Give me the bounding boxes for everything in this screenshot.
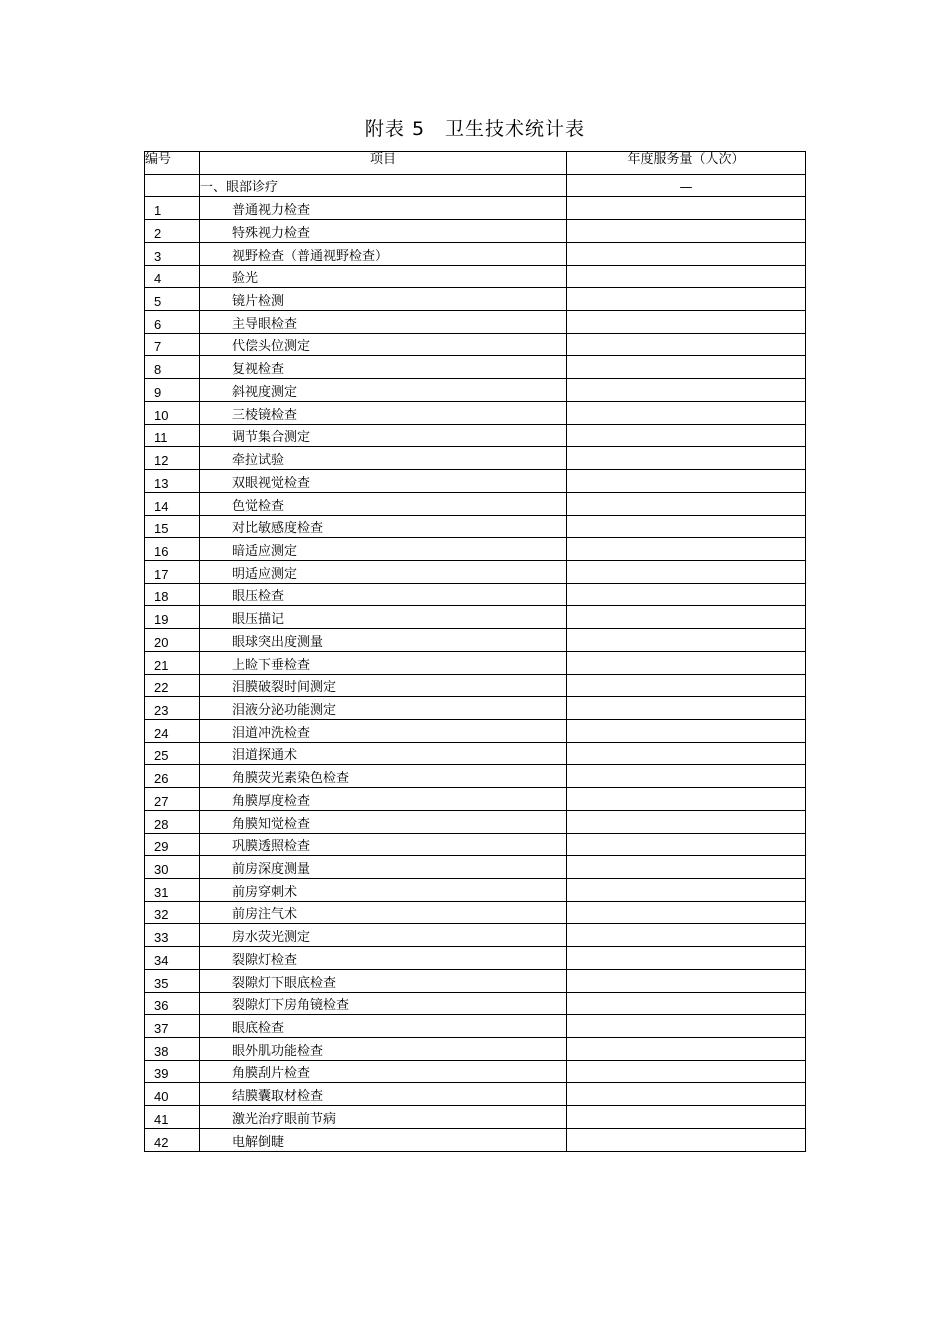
row-annual-volume bbox=[567, 447, 806, 470]
table-row bbox=[145, 924, 806, 947]
table-row bbox=[145, 538, 806, 561]
row-item: 激光治疗眼前节病 bbox=[200, 1106, 567, 1129]
row-item: 眼压描记 bbox=[200, 606, 567, 629]
table-row bbox=[145, 856, 806, 879]
table-row bbox=[145, 560, 806, 583]
row-number: 33 bbox=[145, 924, 200, 947]
row-annual-volume bbox=[567, 492, 806, 515]
row-number: 21 bbox=[145, 651, 200, 674]
table-row bbox=[145, 424, 806, 447]
table-row bbox=[145, 220, 806, 243]
row-number: 20 bbox=[145, 629, 200, 652]
table-row bbox=[145, 265, 806, 288]
row-annual-volume bbox=[567, 288, 806, 311]
row-item: 眼压检查 bbox=[200, 583, 567, 606]
row-item: 房水荧光测定 bbox=[200, 924, 567, 947]
row-number: 31 bbox=[145, 879, 200, 902]
table-body bbox=[145, 152, 806, 1152]
row-item: 明适应测定 bbox=[200, 560, 567, 583]
row-annual-volume bbox=[567, 901, 806, 924]
row-number: 6 bbox=[145, 311, 200, 334]
row-item: 眼底检查 bbox=[200, 1015, 567, 1038]
row-annual-volume bbox=[567, 629, 806, 652]
row-annual-volume bbox=[567, 788, 806, 811]
row-annual-volume bbox=[567, 879, 806, 902]
table-header-row bbox=[145, 152, 806, 175]
row-item: 双眼视觉检查 bbox=[200, 470, 567, 493]
row-number: 13 bbox=[145, 470, 200, 493]
row-annual-volume bbox=[567, 765, 806, 788]
row-annual-volume bbox=[567, 333, 806, 356]
table-row bbox=[145, 583, 806, 606]
row-item: 对比敏感度检查 bbox=[200, 515, 567, 538]
row-annual-volume bbox=[567, 833, 806, 856]
table-row bbox=[145, 606, 806, 629]
row-item: 泪道探通术 bbox=[200, 742, 567, 765]
table-row bbox=[145, 765, 806, 788]
row-annual-volume bbox=[567, 947, 806, 970]
table-row bbox=[145, 879, 806, 902]
table-row bbox=[145, 1015, 806, 1038]
table-row bbox=[145, 992, 806, 1015]
row-number: 8 bbox=[145, 356, 200, 379]
section-number-cell bbox=[145, 174, 200, 197]
table-row bbox=[145, 629, 806, 652]
row-number: 39 bbox=[145, 1060, 200, 1083]
row-number: 36 bbox=[145, 992, 200, 1015]
table-row bbox=[145, 470, 806, 493]
row-number: 15 bbox=[145, 515, 200, 538]
table-row bbox=[145, 288, 806, 311]
table-row bbox=[145, 697, 806, 720]
row-annual-volume bbox=[567, 242, 806, 265]
row-item: 角膜刮片检查 bbox=[200, 1060, 567, 1083]
header-number: 编号 bbox=[145, 152, 200, 175]
row-annual-volume bbox=[567, 379, 806, 402]
row-number: 5 bbox=[145, 288, 200, 311]
table-row bbox=[145, 901, 806, 924]
row-annual-volume bbox=[567, 606, 806, 629]
row-number: 26 bbox=[145, 765, 200, 788]
row-number: 10 bbox=[145, 401, 200, 424]
row-number: 9 bbox=[145, 379, 200, 402]
row-annual-volume bbox=[567, 856, 806, 879]
row-item: 色觉检查 bbox=[200, 492, 567, 515]
row-number: 19 bbox=[145, 606, 200, 629]
table-row bbox=[145, 742, 806, 765]
row-number: 27 bbox=[145, 788, 200, 811]
row-number: 37 bbox=[145, 1015, 200, 1038]
row-annual-volume bbox=[567, 197, 806, 220]
row-annual-volume bbox=[567, 697, 806, 720]
row-annual-volume bbox=[567, 560, 806, 583]
table-row bbox=[145, 492, 806, 515]
row-number: 1 bbox=[145, 197, 200, 220]
row-item: 裂隙灯下眼底检查 bbox=[200, 969, 567, 992]
row-item: 视野检查（普通视野检查） bbox=[200, 242, 567, 265]
table-row bbox=[145, 651, 806, 674]
row-item: 角膜厚度检查 bbox=[200, 788, 567, 811]
row-item: 三棱镜检查 bbox=[200, 401, 567, 424]
row-number: 18 bbox=[145, 583, 200, 606]
row-annual-volume bbox=[567, 1083, 806, 1106]
row-annual-volume bbox=[567, 401, 806, 424]
row-annual-volume bbox=[567, 356, 806, 379]
row-item: 泪液分泌功能测定 bbox=[200, 697, 567, 720]
row-number: 32 bbox=[145, 901, 200, 924]
row-item: 暗适应测定 bbox=[200, 538, 567, 561]
row-item: 前房深度测量 bbox=[200, 856, 567, 879]
row-annual-volume bbox=[567, 1038, 806, 1061]
row-number: 14 bbox=[145, 492, 200, 515]
row-annual-volume bbox=[567, 810, 806, 833]
row-item: 普通视力检查 bbox=[200, 197, 567, 220]
row-item: 电解倒睫 bbox=[200, 1128, 567, 1151]
row-item: 镜片检测 bbox=[200, 288, 567, 311]
table-row bbox=[145, 1038, 806, 1061]
row-annual-volume bbox=[567, 1060, 806, 1083]
row-annual-volume bbox=[567, 583, 806, 606]
row-item: 前房注气术 bbox=[200, 901, 567, 924]
table-row bbox=[145, 833, 806, 856]
row-number: 7 bbox=[145, 333, 200, 356]
table-row bbox=[145, 1060, 806, 1083]
row-item: 结膜囊取材检查 bbox=[200, 1083, 567, 1106]
row-number: 3 bbox=[145, 242, 200, 265]
row-annual-volume bbox=[567, 924, 806, 947]
row-item: 调节集合测定 bbox=[200, 424, 567, 447]
row-number: 42 bbox=[145, 1128, 200, 1151]
row-number: 2 bbox=[145, 220, 200, 243]
table-row bbox=[145, 447, 806, 470]
table-row bbox=[145, 379, 806, 402]
row-item: 代偿头位测定 bbox=[200, 333, 567, 356]
row-number: 41 bbox=[145, 1106, 200, 1129]
table-row bbox=[145, 242, 806, 265]
row-number: 29 bbox=[145, 833, 200, 856]
row-item: 牵拉试验 bbox=[200, 447, 567, 470]
row-annual-volume bbox=[567, 538, 806, 561]
row-number: 23 bbox=[145, 697, 200, 720]
row-item: 角膜知觉检查 bbox=[200, 810, 567, 833]
row-annual-volume bbox=[567, 719, 806, 742]
row-annual-volume bbox=[567, 1128, 806, 1151]
row-number: 28 bbox=[145, 810, 200, 833]
row-item: 眼球突出度测量 bbox=[200, 629, 567, 652]
row-annual-volume bbox=[567, 674, 806, 697]
row-number: 17 bbox=[145, 560, 200, 583]
table-row bbox=[145, 674, 806, 697]
row-annual-volume bbox=[567, 424, 806, 447]
row-item: 裂隙灯检查 bbox=[200, 947, 567, 970]
row-number: 25 bbox=[145, 742, 200, 765]
table-row bbox=[145, 311, 806, 334]
row-item: 泪道冲洗检查 bbox=[200, 719, 567, 742]
row-annual-volume bbox=[567, 515, 806, 538]
row-annual-volume bbox=[567, 969, 806, 992]
statistics-table bbox=[144, 151, 806, 1152]
row-item: 验光 bbox=[200, 265, 567, 288]
row-annual-volume bbox=[567, 651, 806, 674]
table-row bbox=[145, 1106, 806, 1129]
row-item: 眼外肌功能检查 bbox=[200, 1038, 567, 1061]
section-label: 一、眼部诊疗 bbox=[200, 174, 567, 197]
row-item: 角膜荧光素染色检查 bbox=[200, 765, 567, 788]
table-row bbox=[145, 719, 806, 742]
row-annual-volume bbox=[567, 1106, 806, 1129]
row-annual-volume bbox=[567, 220, 806, 243]
row-annual-volume bbox=[567, 311, 806, 334]
table-row bbox=[145, 947, 806, 970]
row-annual-volume bbox=[567, 265, 806, 288]
row-number: 4 bbox=[145, 265, 200, 288]
row-number: 16 bbox=[145, 538, 200, 561]
row-item: 巩膜透照检查 bbox=[200, 833, 567, 856]
row-item: 特殊视力检查 bbox=[200, 220, 567, 243]
section-volume: — bbox=[567, 174, 806, 197]
row-item: 主导眼检查 bbox=[200, 311, 567, 334]
table-row bbox=[145, 515, 806, 538]
table-row bbox=[145, 1128, 806, 1151]
row-number: 40 bbox=[145, 1083, 200, 1106]
row-number: 24 bbox=[145, 719, 200, 742]
row-item: 裂隙灯下房角镜检查 bbox=[200, 992, 567, 1015]
section-row bbox=[145, 174, 806, 197]
table-row bbox=[145, 810, 806, 833]
row-annual-volume bbox=[567, 470, 806, 493]
row-item: 泪膜破裂时间测定 bbox=[200, 674, 567, 697]
row-item: 上睑下垂检查 bbox=[200, 651, 567, 674]
table-row bbox=[145, 788, 806, 811]
row-number: 35 bbox=[145, 969, 200, 992]
table-row bbox=[145, 401, 806, 424]
table-row bbox=[145, 333, 806, 356]
row-annual-volume bbox=[567, 1015, 806, 1038]
table-row bbox=[145, 356, 806, 379]
row-annual-volume bbox=[567, 992, 806, 1015]
row-item: 斜视度测定 bbox=[200, 379, 567, 402]
row-number: 11 bbox=[145, 424, 200, 447]
header-item: 项目 bbox=[200, 152, 567, 175]
row-number: 12 bbox=[145, 447, 200, 470]
header-annual-volume: 年度服务量（人次） bbox=[567, 152, 806, 175]
row-number: 38 bbox=[145, 1038, 200, 1061]
row-number: 22 bbox=[145, 674, 200, 697]
row-annual-volume bbox=[567, 742, 806, 765]
table-row bbox=[145, 197, 806, 220]
row-number: 30 bbox=[145, 856, 200, 879]
row-item: 前房穿刺术 bbox=[200, 879, 567, 902]
page-title: 附表 5 卫生技术统计表 bbox=[364, 118, 586, 140]
row-number: 34 bbox=[145, 947, 200, 970]
table-row bbox=[145, 1083, 806, 1106]
table-row bbox=[145, 969, 806, 992]
row-item: 复视检查 bbox=[200, 356, 567, 379]
